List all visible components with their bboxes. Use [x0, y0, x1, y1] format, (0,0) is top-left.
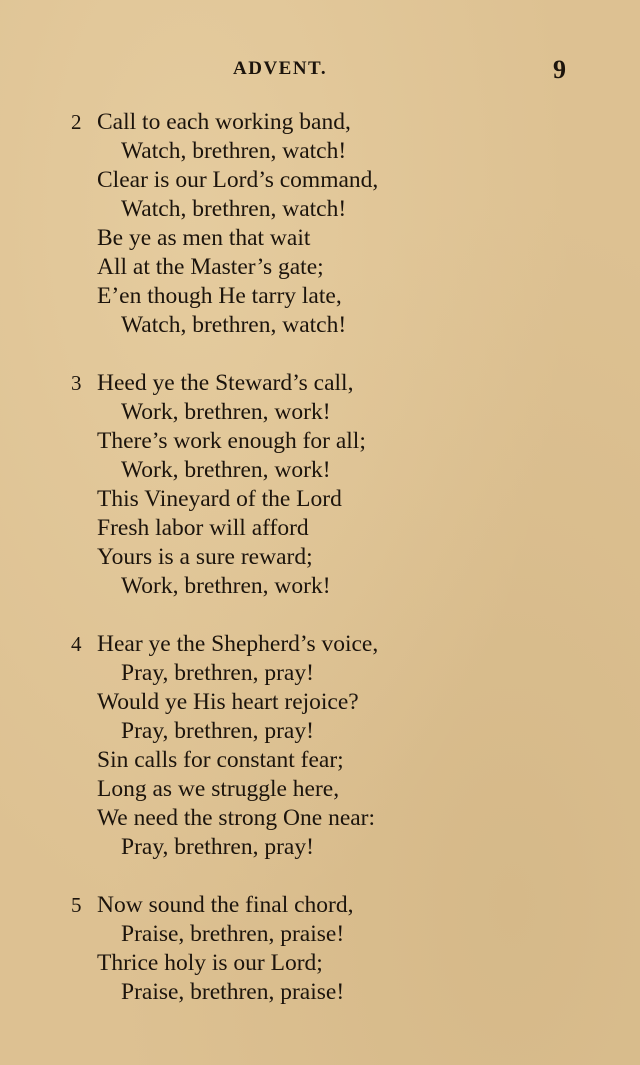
section-title: ADVENT.: [233, 58, 328, 79]
verse-line-text: All at the Master’s gate;: [97, 254, 324, 280]
verse-line: [0, 514, 640, 543]
verse-line-text: Call to each working band,: [97, 109, 351, 135]
verse-line: [0, 949, 640, 978]
stanza-number: 3: [71, 371, 82, 395]
verse-line-text: Thrice holy is our Lord;: [97, 950, 323, 976]
verse-line: [0, 775, 640, 804]
verse-line-text: There’s work enough for all;: [97, 428, 366, 454]
verse-line-text: Watch, brethren, watch!: [121, 312, 347, 338]
verse-line-text: Pray, brethren, pray!: [121, 718, 314, 744]
verse-line-text: Praise, brethren, praise!: [121, 921, 345, 947]
verse-line-text: Long as we struggle here,: [97, 776, 340, 802]
running-head: [0, 55, 640, 84]
verse-line-text: E’en though He tarry late,: [97, 283, 342, 309]
verse-line: [0, 717, 640, 746]
hymn-text: [0, 108, 640, 1007]
verse-line: [0, 137, 640, 166]
verse-line-text: Clear is our Lord’s command,: [97, 167, 379, 193]
verse-line: [0, 398, 640, 427]
verse-line: [0, 253, 640, 282]
verse-line-text: Now sound the final chord,: [97, 892, 354, 918]
verse-line: [0, 746, 640, 775]
stanza: [0, 108, 640, 340]
verse-line-text: Sin calls for constant fear;: [97, 747, 344, 773]
stanza-number: 4: [71, 632, 82, 656]
verse-line-text: Watch, brethren, watch!: [121, 138, 347, 164]
verse-line: [0, 630, 640, 659]
stanza: [0, 369, 640, 601]
verse-line: [0, 485, 640, 514]
verse-line-text: Work, brethren, work!: [121, 457, 331, 483]
verse-line: [0, 833, 640, 862]
verse-line: [0, 543, 640, 572]
verse-line: [0, 456, 640, 485]
verse-line: [0, 282, 640, 311]
verse-line-text: Watch, brethren, watch!: [121, 196, 347, 222]
verse-line: [0, 224, 640, 253]
verse-line: [0, 659, 640, 688]
verse-line-text: Yours is a sure reward;: [97, 544, 313, 570]
page-number: 9: [553, 55, 566, 84]
verse-line-text: Fresh labor will afford: [97, 515, 309, 541]
verse-line-text: Pray, brethren, pray!: [121, 834, 314, 860]
verse-line: [0, 195, 640, 224]
verse-line-text: Praise, brethren, praise!: [121, 979, 345, 1005]
verse-line-text: Heed ye the Steward’s call,: [97, 370, 354, 396]
verse-line-text: Work, brethren, work!: [121, 399, 331, 425]
verse-line: [0, 311, 640, 340]
verse-line: [0, 804, 640, 833]
verse-line-text: Be ye as men that wait: [97, 225, 311, 251]
verse-line: [0, 572, 640, 601]
verse-line: [0, 920, 640, 949]
verse-line: [0, 427, 640, 456]
stanza: [0, 630, 640, 862]
verse-line-text: Hear ye the Shepherd’s voice,: [97, 631, 379, 657]
verse-line: [0, 369, 640, 398]
verse-line: [0, 891, 640, 920]
stanza: [0, 891, 640, 1007]
stanza-number: 2: [71, 110, 82, 134]
verse-line-text: Pray, brethren, pray!: [121, 660, 314, 686]
verse-line: [0, 108, 640, 137]
verse-line-text: Work, brethren, work!: [121, 573, 331, 599]
verse-line: [0, 688, 640, 717]
verse-line-text: This Vineyard of the Lord: [97, 486, 342, 512]
verse-line-text: We need the strong One near:: [97, 805, 376, 831]
stanza-number: 5: [71, 893, 82, 917]
verse-line-text: Would ye His heart rejoice?: [97, 689, 359, 715]
verse-line: [0, 166, 640, 195]
verse-line: [0, 978, 640, 1007]
